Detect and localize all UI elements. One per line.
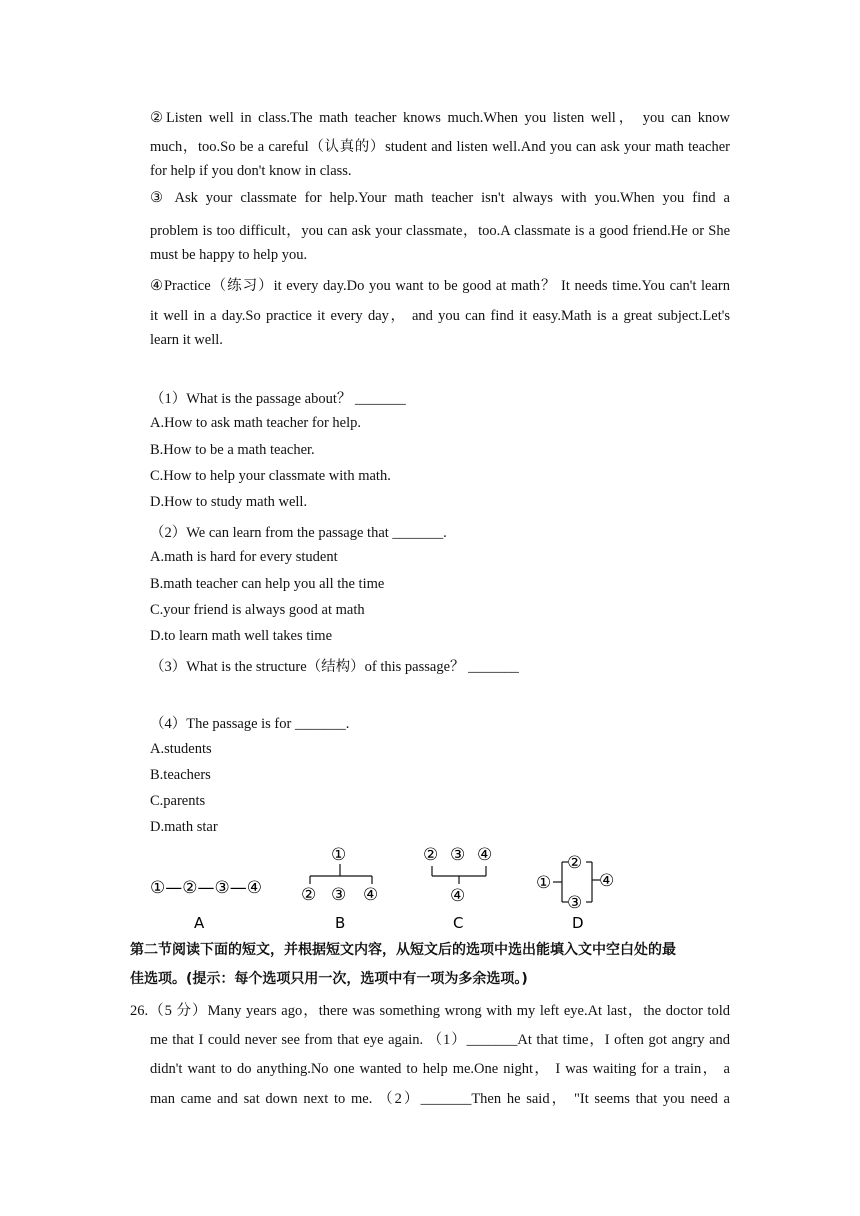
diagram-b[interactable] xyxy=(301,845,378,932)
question-stem: （2）We can learn from the passage that _______. xyxy=(150,525,447,541)
q26-line: 26.（5 分）Many years ago，there was something wrong with my left eye.At last，the doctor told xyxy=(130,1003,730,1019)
diagram-c-node: ④ xyxy=(477,845,493,865)
diagram-d-left: ① xyxy=(536,873,552,893)
passage-line: ②Listen well in class.The math teacher knows much.When you listen well， you can know xyxy=(150,110,730,126)
diagram-a-chain: ①—②—③—④ xyxy=(150,878,262,898)
answer-option[interactable]: D.to learn math well takes time xyxy=(150,628,333,644)
question-stem: （3）What is the structure（结构）of this passage？ _______ xyxy=(150,659,519,675)
diagram-d-label: D xyxy=(572,914,584,932)
diagram-d-node: ③ xyxy=(567,893,583,913)
answer-option[interactable]: A.students xyxy=(150,741,212,757)
answer-option[interactable]: B.How to be a math teacher. xyxy=(150,442,315,458)
diagram-b-node: ② xyxy=(301,885,317,905)
diagram-b-label: B xyxy=(335,914,346,932)
diagram-d-right: ④ xyxy=(599,871,615,891)
diagram-c[interactable] xyxy=(423,845,492,932)
diagram-d-node: ② xyxy=(567,853,583,873)
diagram-b-node: ③ xyxy=(331,885,347,905)
q26-line: man came and sat down next to me. （2）_______Then he said， "It seems that you need a xyxy=(150,1091,730,1107)
answer-option[interactable]: D.math star xyxy=(150,819,218,835)
passage-line: much，too.So be a careful（认真的）student and listen well.And you can ask your math teacher xyxy=(150,139,730,155)
diagram-c-node: ② xyxy=(423,845,439,865)
answer-option[interactable]: C.parents xyxy=(150,793,206,809)
q26-line: didn't want to do anything.No one wanted to help me.One night， I was waiting for a train， a xyxy=(150,1061,730,1077)
diagram-c-label: C xyxy=(453,914,464,932)
question-stem: （4）The passage is for _______. xyxy=(150,716,350,732)
answer-option[interactable]: C.your friend is always good at math xyxy=(150,602,365,618)
passage-line: ③ Ask your classmate for help.Your math teacher isn't always with you.When you find a xyxy=(150,190,730,206)
passage-line: must be happy to help you. xyxy=(150,247,308,263)
section-instruction: 第二节阅读下面的短文，并根据短文内容，从短文后的选项中选出能填入文中空白处的最 xyxy=(130,942,676,958)
diagram-d[interactable] xyxy=(536,853,614,932)
passage-line: problem is too difficult，you can ask your classmate，too.A classmate is a good friend.He or She xyxy=(150,223,730,239)
diagram-a[interactable] xyxy=(150,878,262,932)
diagram-c-bottom: ④ xyxy=(450,886,466,906)
passage-line: ④Practice（练习）it every day.Do you want to be good at math？ It needs time.You can't learn xyxy=(150,278,730,294)
question-stem: （1）What is the passage about？ _______ xyxy=(150,391,406,407)
structure-diagrams xyxy=(140,840,640,935)
diagram-a-label: A xyxy=(194,914,205,932)
diagram-b-node: ④ xyxy=(363,885,379,905)
diagram-b-top: ① xyxy=(331,845,347,865)
section-instruction: 佳选项。(提示：每个选项只用一次，选项中有一项为多余选项。) xyxy=(130,971,528,987)
answer-option[interactable]: C.How to help your classmate with math. xyxy=(150,468,391,484)
diagram-c-node: ③ xyxy=(450,845,466,865)
answer-option[interactable]: B.teachers xyxy=(150,767,211,783)
passage-line: for help if you don't know in class. xyxy=(150,163,352,179)
q26-line: me that I could never see from that eye again. （1）_______At that time，I often got angry and xyxy=(150,1032,730,1048)
answer-option[interactable]: B.math teacher can help you all the time xyxy=(150,576,385,592)
answer-option[interactable]: D.How to study math well. xyxy=(150,494,308,510)
answer-option[interactable]: A.math is hard for every student xyxy=(150,549,338,565)
passage-line: learn it well. xyxy=(150,332,223,348)
answer-option[interactable]: A.How to ask math teacher for help. xyxy=(150,415,361,431)
passage-line: it well in a day.So practice it every day， and you can find it easy.Math is a great subject.Let's xyxy=(150,308,730,324)
